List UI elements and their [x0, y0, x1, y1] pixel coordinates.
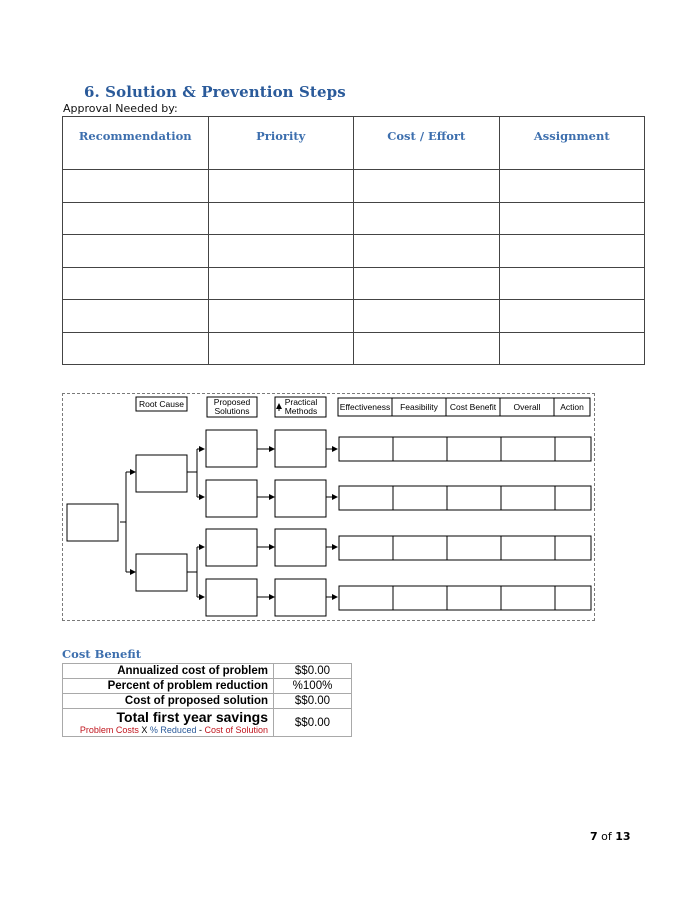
action-label: Action — [560, 402, 584, 412]
page-number — [590, 830, 631, 843]
evaluation-rows — [339, 437, 591, 610]
table-cell[interactable] — [208, 235, 354, 268]
table-row — [63, 300, 645, 333]
table-cell[interactable] — [63, 202, 209, 235]
proposed-label-line1: Proposed — [213, 397, 251, 407]
table-cell[interactable] — [208, 267, 354, 300]
page-total: 13 — [615, 830, 631, 843]
evaluation-row-1[interactable] — [339, 437, 591, 461]
table-cell[interactable] — [354, 332, 500, 365]
problem-box[interactable] — [67, 504, 118, 541]
cost-benefit-table — [62, 663, 352, 737]
effectiveness-label: Effectiveness — [339, 402, 391, 412]
table-cell[interactable] — [63, 332, 209, 365]
evaluation-row-2[interactable] — [339, 486, 591, 510]
table-cell[interactable] — [354, 202, 500, 235]
practical-method-box-2[interactable] — [275, 480, 326, 517]
table-row — [63, 664, 352, 679]
formula-minus: - — [196, 725, 205, 735]
table-row — [63, 170, 645, 203]
solution-cost-label: Cost of proposed solution — [63, 694, 274, 709]
table-cell[interactable] — [499, 235, 645, 268]
annualized-cost-label: Annualized cost of problem — [63, 664, 274, 679]
proposed-label-line2: Solutions — [214, 406, 250, 416]
diagram-canvas — [63, 394, 596, 622]
table-cell[interactable] — [63, 300, 209, 333]
root-cause-box-1[interactable] — [136, 455, 187, 492]
table-row — [63, 709, 352, 737]
total-savings-value[interactable]: $$0.00 — [274, 709, 352, 737]
formula-cost-of-solution: Cost of Solution — [204, 725, 268, 735]
total-savings-label: Total first year savings — [116, 709, 268, 725]
practical-method-box-3[interactable] — [275, 529, 326, 566]
table-cell[interactable] — [354, 267, 500, 300]
table-cell[interactable] — [63, 235, 209, 268]
proposed-solutions-label-box — [207, 397, 257, 417]
table-cell[interactable] — [208, 300, 354, 333]
proposed-solution-box-2[interactable] — [206, 480, 257, 517]
table-cell[interactable] — [499, 170, 645, 203]
formula-problem-costs: Problem Costs — [79, 725, 139, 735]
table-row — [63, 202, 645, 235]
evaluation-header-row — [338, 398, 590, 416]
evaluation-row-3[interactable] — [339, 536, 591, 560]
header-priority: Priority — [208, 117, 354, 170]
practical-method-box-1[interactable] — [275, 430, 326, 467]
total-savings-formula — [68, 725, 268, 736]
page-current: 7 — [590, 830, 598, 843]
root-cause-label: Root Cause — [139, 399, 184, 409]
table-cell[interactable] — [499, 267, 645, 300]
table-cell[interactable] — [208, 332, 354, 365]
table-header-row — [63, 117, 645, 170]
header-assignment: Assignment — [499, 117, 645, 170]
table-cell[interactable] — [499, 202, 645, 235]
cost-benefit-label: Cost Benefit — [449, 402, 497, 412]
feasibility-label: Feasibility — [400, 402, 438, 412]
cost-benefit-title: Cost Benefit — [62, 647, 142, 661]
proposed-solution-box-4[interactable] — [206, 579, 257, 616]
evaluation-row-4[interactable] — [339, 586, 591, 610]
proposed-solution-box-3[interactable] — [206, 529, 257, 566]
percent-reduction-value[interactable]: %100% — [274, 679, 352, 694]
section-heading: 6. Solution & Prevention Steps — [84, 83, 346, 101]
total-savings-cell — [63, 709, 274, 737]
table-row — [63, 267, 645, 300]
practical-label-line2: Methods — [284, 406, 318, 416]
table-cell[interactable] — [208, 170, 354, 203]
table-cell[interactable] — [499, 300, 645, 333]
table-cell[interactable] — [354, 300, 500, 333]
root-cause-label-box — [136, 397, 187, 411]
table-row — [63, 332, 645, 365]
practical-methods-label-box — [275, 397, 326, 417]
table-cell[interactable] — [208, 202, 354, 235]
table-cell[interactable] — [499, 332, 645, 365]
percent-reduction-label: Percent of problem reduction — [63, 679, 274, 694]
page-of: of — [597, 830, 616, 843]
table-row — [63, 694, 352, 709]
annualized-cost-value[interactable]: $$0.00 — [274, 664, 352, 679]
table-cell[interactable] — [354, 235, 500, 268]
table-row — [63, 679, 352, 694]
recommendations-table — [62, 116, 645, 365]
practical-method-box-4[interactable] — [275, 579, 326, 616]
formula-times: X — [138, 725, 150, 735]
header-recommendation: Recommendation — [63, 117, 209, 170]
overall-label: Overall — [513, 402, 541, 412]
approval-needed-label: Approval Needed by: — [63, 102, 178, 115]
table-cell[interactable] — [354, 170, 500, 203]
solution-tree-diagram — [62, 393, 595, 621]
table-cell[interactable] — [63, 170, 209, 203]
formula-percent-reduced: % Reduced — [149, 725, 197, 735]
solution-cost-value[interactable]: $$0.00 — [274, 694, 352, 709]
table-cell[interactable] — [63, 267, 209, 300]
table-row — [63, 235, 645, 268]
root-cause-box-2[interactable] — [136, 554, 187, 591]
practical-label-line1: Practical — [284, 397, 318, 407]
header-cost-effort: Cost / Effort — [354, 117, 500, 170]
proposed-solution-box-1[interactable] — [206, 430, 257, 467]
